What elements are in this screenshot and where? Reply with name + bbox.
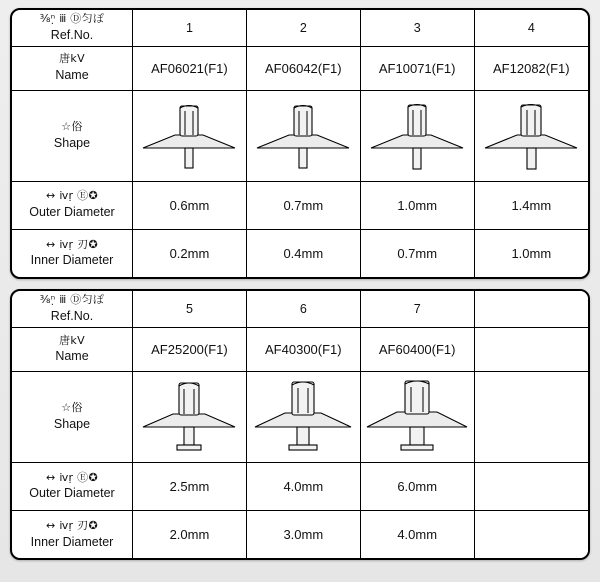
spec-table-card-1 — [10, 8, 590, 279]
row-header-inner-diameter-en: Inner Diameter — [30, 253, 114, 268]
row-header-outer-diameter — [12, 462, 133, 510]
table-row-outer-diameter — [12, 462, 588, 510]
table-row-name — [12, 46, 588, 90]
cell-outer-diameter-3: 1.0mm — [360, 181, 474, 229]
row-header-shape — [12, 90, 133, 181]
rivet-shape-icon — [476, 93, 587, 179]
row-header-shape-en: Shape — [53, 416, 91, 431]
cell-name-1: AF06021(F1) — [133, 46, 247, 90]
table-row-ref-no — [12, 291, 588, 327]
cell-shape-6 — [246, 371, 360, 462]
rivet-shape-icon — [362, 374, 473, 460]
row-header-shape-jp: ☆俗 — [61, 401, 83, 415]
rivet-shape-icon — [362, 93, 473, 179]
cell-inner-diameter-3: 0.7mm — [360, 229, 474, 277]
cell-shape-4 — [474, 90, 588, 181]
cell-shape-1 — [133, 90, 247, 181]
table-row-outer-diameter — [12, 181, 588, 229]
cell-shape-5 — [133, 371, 247, 462]
table-row-ref-no — [12, 10, 588, 46]
spec-table-1 — [12, 10, 588, 277]
row-header-ref-no — [12, 291, 133, 327]
cell-ref-no-5: 5 — [133, 291, 247, 327]
row-header-name-en: Name — [55, 349, 89, 364]
row-header-inner-diameter — [12, 510, 133, 558]
cell-name-4: AF12082(F1) — [474, 46, 588, 90]
row-header-ref-no-en: Ref.No. — [50, 27, 94, 42]
cell-name-5: AF25200(F1) — [133, 327, 247, 371]
cell-inner-diameter-1: 0.2mm — [133, 229, 247, 277]
rivet-shape-icon — [248, 93, 359, 179]
cell-shape-empty — [474, 371, 588, 462]
row-header-name-en: Name — [55, 68, 89, 83]
cell-ref-no-1: 1 — [133, 10, 247, 46]
cell-ref-no-2: 2 — [246, 10, 360, 46]
cell-outer-diameter-2: 0.7mm — [246, 181, 360, 229]
row-header-shape — [12, 371, 133, 462]
cell-inner-diameter-empty — [474, 510, 588, 558]
cell-outer-diameter-1: 0.6mm — [133, 181, 247, 229]
row-header-name-jp: 唐kV — [59, 52, 85, 66]
row-header-name-jp: 唐kV — [59, 333, 85, 347]
cell-outer-diameter-4: 1.4mm — [474, 181, 588, 229]
table-row-inner-diameter — [12, 229, 588, 277]
cell-outer-diameter-6: 4.0mm — [246, 462, 360, 510]
cell-name-2: AF06042(F1) — [246, 46, 360, 90]
table-row-inner-diameter — [12, 510, 588, 558]
row-header-name — [12, 327, 133, 371]
cell-ref-no-3: 3 — [360, 10, 474, 46]
row-header-ref-no-en: Ref.No. — [50, 309, 94, 324]
cell-inner-diameter-7: 4.0mm — [360, 510, 474, 558]
row-header-outer-diameter-en: Outer Diameter — [29, 205, 115, 220]
spec-table-card-2 — [10, 289, 590, 560]
row-header-ref-no-jp: ⅜ⁿ̣ ⅲ Ⓓ匀ぽ — [39, 12, 105, 25]
row-header-inner-diameter-jp: ↔ ⅳṛ 刃✪ — [46, 237, 98, 251]
cell-shape-3 — [360, 90, 474, 181]
row-header-outer-diameter — [12, 181, 133, 229]
cell-ref-no-empty — [474, 291, 588, 327]
cell-outer-diameter-7: 6.0mm — [360, 462, 474, 510]
row-header-outer-diameter-jp: ↔ ⅳṛ Ⓔ✪ — [46, 189, 98, 203]
cell-name-6: AF40300(F1) — [246, 327, 360, 371]
row-header-outer-diameter-jp: ↔ ⅳṛ Ⓔ✪ — [46, 470, 98, 484]
row-header-ref-no-jp: ⅜ⁿ̣ ⅲ Ⓓ匀ぽ — [39, 293, 105, 307]
row-header-shape-jp: ☆俗 — [61, 119, 83, 133]
row-header-inner-diameter-en: Inner Diameter — [30, 534, 114, 549]
cell-outer-diameter-5: 2.5mm — [133, 462, 247, 510]
cell-ref-no-7: 7 — [360, 291, 474, 327]
spec-table-2 — [12, 291, 588, 558]
cell-shape-2 — [246, 90, 360, 181]
cell-name-empty — [474, 327, 588, 371]
table-row-shape — [12, 90, 588, 181]
row-header-shape-en: Shape — [53, 135, 91, 150]
cell-outer-diameter-empty — [474, 462, 588, 510]
row-header-name — [12, 46, 133, 90]
cell-shape-7 — [360, 371, 474, 462]
rivet-shape-icon — [134, 93, 245, 179]
cell-ref-no-6: 6 — [246, 291, 360, 327]
cell-inner-diameter-6: 3.0mm — [246, 510, 360, 558]
row-header-ref-no — [12, 10, 133, 46]
cell-inner-diameter-2: 0.4mm — [246, 229, 360, 277]
cell-inner-diameter-4: 1.0mm — [474, 229, 588, 277]
row-header-inner-diameter-jp: ↔ ⅳṛ 刃✪ — [46, 518, 98, 532]
rivet-shape-icon — [134, 374, 245, 460]
cell-name-3: AF10071(F1) — [360, 46, 474, 90]
table-row-shape — [12, 371, 588, 462]
row-header-outer-diameter-en: Outer Diameter — [29, 486, 115, 501]
cell-inner-diameter-5: 2.0mm — [133, 510, 247, 558]
cell-ref-no-4: 4 — [474, 10, 588, 46]
table-row-name — [12, 327, 588, 371]
cell-name-7: AF60400(F1) — [360, 327, 474, 371]
rivet-shape-icon — [248, 374, 359, 460]
row-header-inner-diameter — [12, 229, 133, 277]
